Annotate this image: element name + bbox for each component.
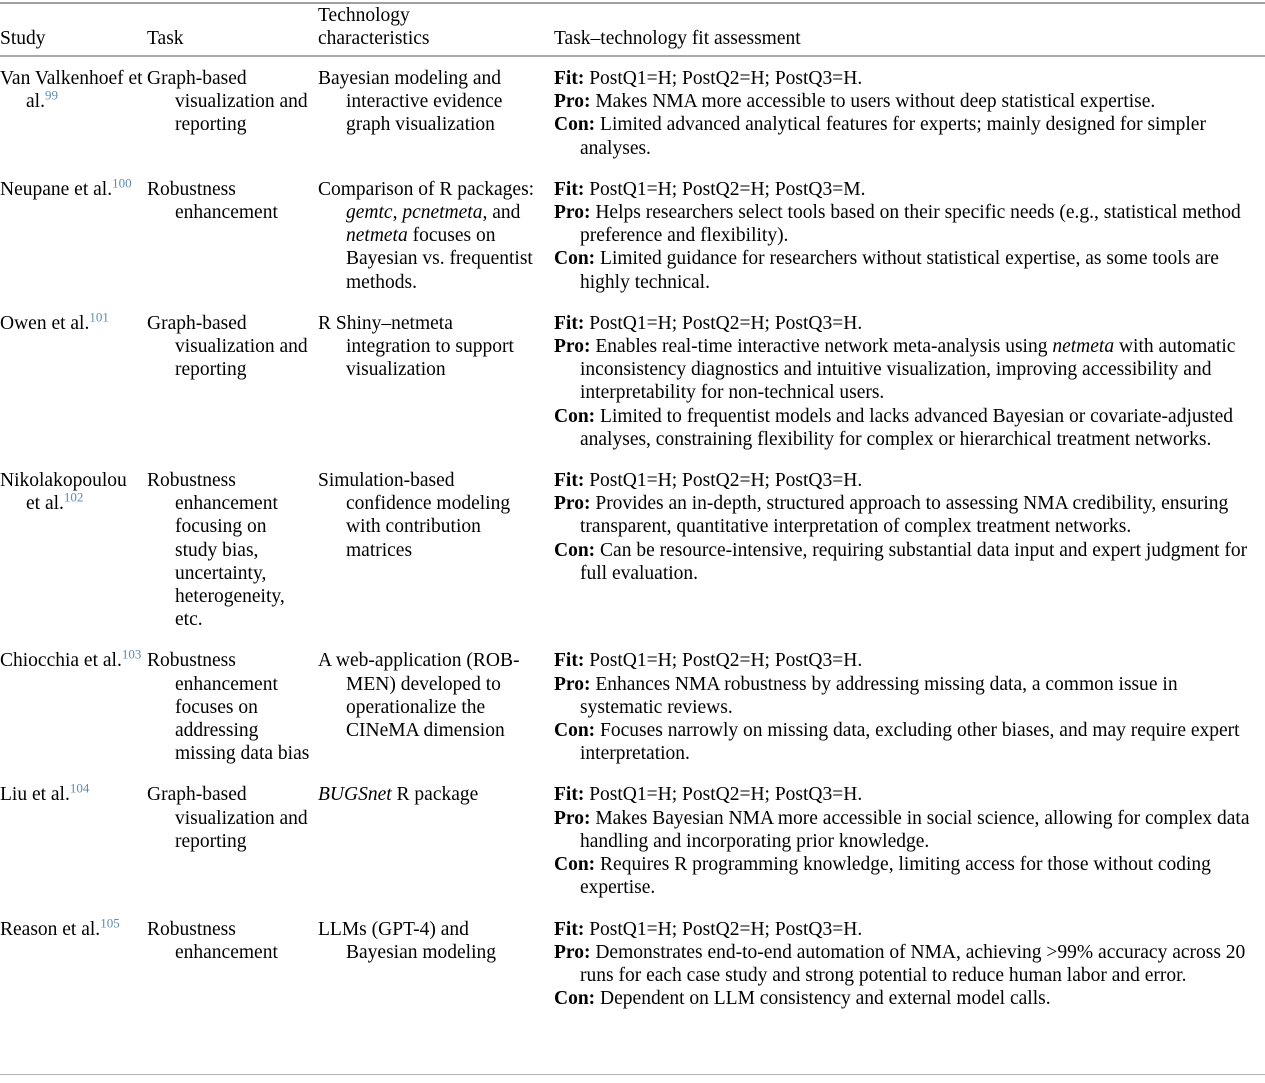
pro-line-text: Enhances NMA robustness by addressing missing data, a common issue in systematic reviews. (580, 673, 1178, 718)
reference-superscript[interactable]: 103 (121, 646, 142, 662)
cell-study (0, 168, 145, 302)
fit-assessment-line (554, 783, 1261, 806)
fit-assessment-line-text: PostQ1=H; PostQ2=H; PostQ3=M. (589, 178, 866, 200)
cell-technology (316, 302, 548, 459)
cell-fit-assessment (548, 908, 1265, 1019)
task-text: Graph-based visualization and reporting (147, 68, 308, 136)
study-citation (0, 309, 143, 335)
pro-line (554, 807, 1261, 853)
pro-line-label: Pro: (554, 807, 596, 829)
fit-assessment-line (554, 178, 1261, 201)
cell-study (0, 908, 145, 1019)
fit-assessment-line-text: PostQ1=H; PostQ2=H; PostQ3=H. (589, 650, 863, 672)
con-line-label: Con: (554, 114, 601, 136)
con-line-label: Con: (554, 539, 601, 561)
study-citation (0, 175, 143, 201)
con-line-text: Limited guidance for researchers without statistical expertise, as some tools are highly technical. (580, 248, 1219, 293)
study-name: Neupane et al. (0, 178, 113, 200)
cell-technology (316, 908, 548, 1019)
con-line-label: Con: (554, 854, 601, 876)
cell-study (0, 459, 145, 639)
table-bottom-rule (0, 1074, 1265, 1075)
emphasised-term: netmeta (346, 225, 408, 247)
cell-technology (316, 168, 548, 302)
con-line-label: Con: (554, 720, 601, 742)
reference-superscript[interactable]: 99 (44, 87, 58, 103)
cell-task (145, 168, 316, 302)
table-header (0, 4, 1265, 55)
reference-superscript[interactable]: 104 (69, 780, 90, 796)
fit-assessment-line-text: PostQ1=H; PostQ2=H; PostQ3=H. (589, 68, 863, 89)
table-row (0, 908, 1265, 1019)
table-body (0, 57, 1265, 1018)
technology-text (318, 178, 540, 294)
pro-line (554, 492, 1261, 538)
pro-line (554, 673, 1261, 719)
study-name: Van Valkenhoef et al. (0, 68, 143, 113)
pro-line-text: Demonstrates end-to-end automation of NMA, achieving >99% accuracy across 20 runs for each case study and strong potential to reduce human labor and error. (580, 941, 1246, 986)
cell-study (0, 302, 145, 459)
table-row (0, 773, 1265, 907)
con-line-text: Requires R programming knowledge, limiting access for those without coding expertise. (580, 854, 1211, 899)
reference-superscript[interactable]: 105 (100, 915, 120, 930)
study-name: Liu et al. (0, 784, 70, 806)
con-line (554, 853, 1261, 899)
task-text: Robustness enhancement (147, 918, 278, 963)
con-line-text: Dependent on LLM consistency and external model calls. (600, 988, 1051, 1010)
text-fragment: , (392, 202, 403, 224)
technology-text (318, 783, 540, 806)
pro-line-text: Helps researchers select tools based on their specific needs (e.g., statistical method preference and flexibility). (580, 202, 1241, 247)
pro-line-label: Pro: (554, 941, 596, 963)
fit-assessment-line (554, 312, 1261, 335)
con-line-text: Limited to frequentist models and lacks advanced Bayesian or covariate-adjusted analyses, constraining flexibility for complex or hierarchical treatment networks. (580, 405, 1234, 450)
pro-line-label: Pro: (554, 336, 596, 358)
text-fragment: , and (482, 202, 521, 224)
fit-assessment-line (554, 918, 1261, 941)
con-line-label: Con: (554, 248, 601, 270)
con-line (554, 405, 1261, 451)
text-fragment: Comparison of R packages: (318, 178, 535, 200)
pro-line-label: Pro: (554, 493, 596, 515)
task-text: Robustness enhancement focusing on study bias, uncertainty, heterogeneity, etc. (147, 470, 285, 631)
cell-technology (316, 639, 548, 773)
cell-technology (316, 57, 548, 168)
table-row (0, 57, 1265, 168)
fit-assessment-line (554, 67, 1261, 90)
table-row (0, 168, 1265, 302)
pro-line-text (580, 336, 1235, 403)
header-row (0, 4, 1265, 55)
fit-assessment-line-text: PostQ1=H; PostQ2=H; PostQ3=H. (589, 918, 863, 940)
fit-assessment-line-label: Fit: (554, 784, 590, 806)
cell-fit-assessment (548, 57, 1265, 168)
cell-technology (316, 773, 548, 907)
comparison-table-body (0, 57, 1265, 1018)
technology-text: R Shiny–netmeta integration to support visualization (318, 312, 514, 381)
cell-task (145, 459, 316, 639)
con-line-text: Can be resource-intensive, requiring substantial data input and expert judgment for full evaluation. (580, 539, 1248, 584)
cell-fit-assessment (548, 773, 1265, 907)
cell-technology (316, 459, 548, 639)
fit-assessment-line (554, 469, 1261, 492)
study-name: Nikolakopoulou et al. (0, 470, 127, 515)
cell-fit-assessment (548, 168, 1265, 302)
con-line (554, 987, 1261, 1010)
reference-superscript[interactable]: 100 (112, 175, 132, 191)
cell-fit-assessment (548, 639, 1265, 773)
pro-line-label: Pro: (554, 202, 596, 224)
con-line-label: Con: (554, 988, 601, 1010)
emphasised-term: pcnetmeta (402, 202, 483, 224)
emphasised-term: netmeta (1052, 336, 1115, 358)
fit-assessment-line-label: Fit: (554, 178, 590, 200)
pro-line-text: Makes NMA more accessible to users without deep statistical expertise. (595, 91, 1156, 113)
cell-task (145, 302, 316, 459)
table-row (0, 459, 1265, 639)
con-line (554, 113, 1261, 159)
study-citation (0, 646, 143, 672)
emphasised-term: BUGSnet (318, 784, 392, 806)
fit-assessment-line-text: PostQ1=H; PostQ2=H; PostQ3=H. (589, 784, 863, 806)
pro-line-text: Makes Bayesian NMA more accessible in social science, allowing for complex data handling and incorporating prior knowledge. (580, 807, 1250, 852)
study-name: Chiocchia et al. (0, 650, 122, 672)
column-header-task: Task (147, 28, 184, 49)
column-header-technology-line1: Technology (318, 5, 410, 26)
cell-study (0, 773, 145, 907)
table-row (0, 302, 1265, 459)
con-line-label: Con: (554, 405, 601, 427)
pro-line (554, 201, 1261, 247)
task-text: Graph-based visualization and reporting (147, 312, 308, 381)
con-line (554, 247, 1261, 293)
study-citation (0, 469, 143, 515)
con-line-text: Limited advanced analytical features for experts; mainly designed for simpler analyses. (580, 114, 1206, 159)
fit-assessment-line-label: Fit: (554, 312, 590, 334)
text-fragment: focuses on Bayesian vs. frequentist methods. (346, 225, 533, 293)
comparison-table (0, 4, 1265, 55)
reference-superscript[interactable]: 101 (89, 309, 109, 325)
technology-text: Bayesian modeling and interactive evidence graph visualization (318, 68, 503, 136)
technology-text: LLMs (GPT-4) and Bayesian modeling (318, 918, 497, 963)
fit-assessment-line-label: Fit: (554, 470, 590, 492)
pro-line (554, 335, 1261, 405)
text-fragment: Enables real-time interactive network meta-analysis using (595, 336, 1053, 358)
cell-task (145, 57, 316, 168)
cell-fit-assessment (548, 302, 1265, 459)
pro-line-label: Pro: (554, 91, 596, 113)
study-citation (0, 780, 143, 806)
column-header-technology (316, 4, 548, 55)
fit-assessment-line-label: Fit: (554, 650, 590, 672)
con-line (554, 719, 1261, 765)
cell-task (145, 639, 316, 773)
technology-text: Simulation-based confidence modeling with contribution matrices (318, 470, 511, 561)
fit-assessment-line-text: PostQ1=H; PostQ2=H; PostQ3=H. (589, 312, 863, 334)
pro-line-text: Provides an in-depth, structured approach to assessing NMA credibility, ensuring transparent, quantitative interpretation of complex treatment networks. (580, 493, 1229, 538)
pro-line (554, 90, 1261, 113)
fit-assessment-line-label: Fit: (554, 918, 590, 940)
con-line (554, 539, 1261, 585)
task-text: Graph-based visualization and reporting (147, 784, 308, 852)
technology-text: A web-application (ROB-MEN) developed to operationalize the CINeMA dimension (318, 650, 520, 742)
table-container (0, 2, 1265, 1083)
task-text: Robustness enhancement focuses on addressing missing data bias (147, 650, 310, 765)
cell-fit-assessment (548, 459, 1265, 639)
column-header-fit: Task–technology fit assessment (554, 28, 801, 49)
fit-assessment-line-label: Fit: (554, 68, 590, 89)
fit-assessment-line (554, 649, 1261, 672)
text-fragment: R package (391, 784, 479, 806)
emphasised-term: gemtc (346, 202, 393, 224)
study-name: Reason et al. (0, 918, 101, 940)
con-line-text: Focuses narrowly on missing data, excluding other biases, and may require expert interpretation. (580, 720, 1240, 765)
cell-task (145, 908, 316, 1019)
cell-study (0, 57, 145, 168)
table-row (0, 639, 1265, 773)
cell-study (0, 639, 145, 773)
column-header-study: Study (0, 28, 46, 49)
reference-superscript[interactable]: 102 (63, 489, 84, 505)
pro-line-label: Pro: (554, 673, 596, 695)
cell-task (145, 773, 316, 907)
column-header-technology-line2: characteristics (318, 28, 430, 49)
pro-line (554, 941, 1261, 987)
study-citation (0, 915, 143, 941)
task-text: Robustness enhancement (147, 178, 278, 224)
fit-assessment-line-text: PostQ1=H; PostQ2=H; PostQ3=H. (589, 470, 863, 492)
study-name: Owen et al. (0, 312, 90, 334)
study-citation (0, 67, 143, 113)
text-fragment: with automatic inconsistency diagnostics and intuitive visualization, improving accessibility and interpretability for non-technical users. (580, 336, 1236, 404)
